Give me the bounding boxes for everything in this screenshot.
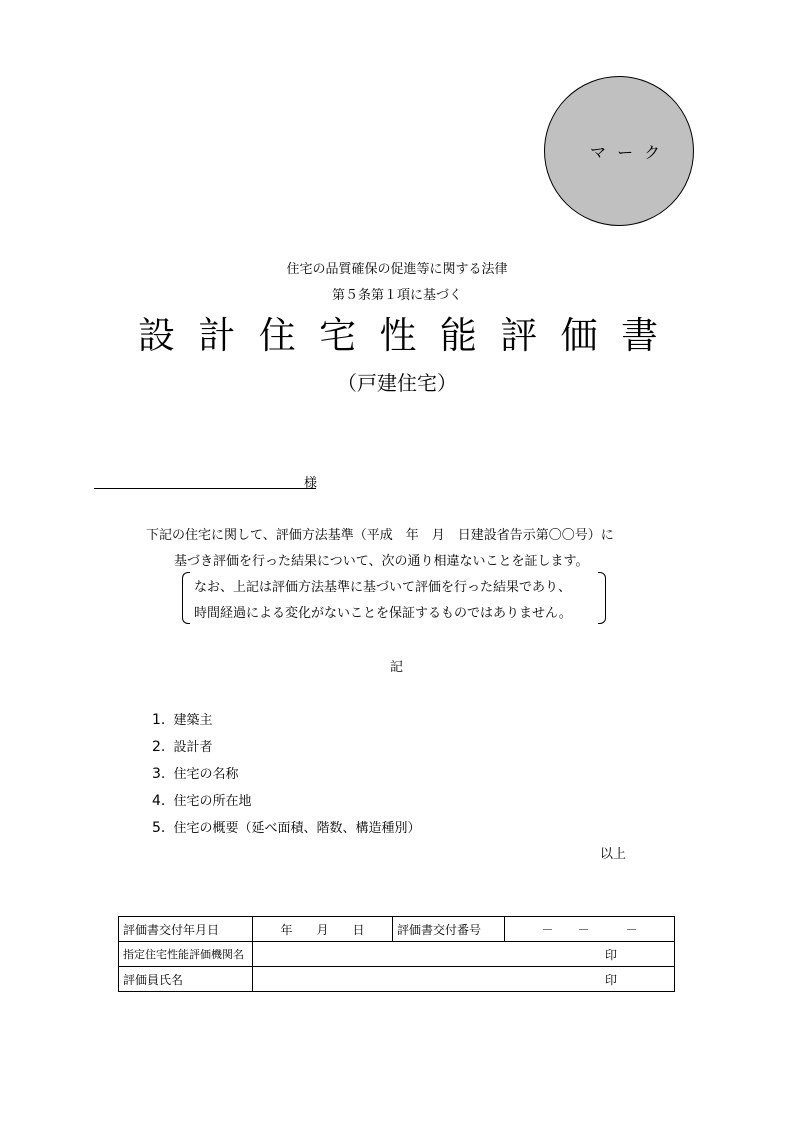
issuance-table xyxy=(118,916,675,992)
title-char: 設 xyxy=(138,314,175,357)
bracket-right xyxy=(598,572,606,624)
title-char: 宅 xyxy=(319,314,357,357)
mark-label: マ ー ク xyxy=(590,143,664,162)
item-number: 3. xyxy=(152,766,166,782)
note-line-2: 時間経過による変化がないことを保証するものではありません。 xyxy=(194,606,572,621)
title-char: 性 xyxy=(379,314,417,357)
agency-seal: 印 xyxy=(605,948,618,962)
agency-value[interactable] xyxy=(253,942,675,967)
issue-date-label: 評価書交付年月日 xyxy=(119,917,253,942)
bracket-left xyxy=(182,572,190,624)
document-title xyxy=(138,312,658,360)
title-char: 能 xyxy=(439,314,477,357)
addressee-honorific: 様 xyxy=(304,476,318,491)
body-line-1: 下記の住宅に関して、評価方法基準（平成 年 月 日建設省告示第〇〇号）に xyxy=(146,528,614,543)
table-row xyxy=(119,917,675,942)
addressee-line xyxy=(94,488,316,489)
item-number: 2. xyxy=(152,739,166,755)
list-item xyxy=(152,817,421,836)
item-number: 1. xyxy=(152,712,166,728)
note-line-1: なお、上記は評価方法基準に基づいて評価を行った結果であり、 xyxy=(194,580,572,595)
list-item xyxy=(152,790,252,809)
agency-label: 指定住宅性能評価機関名 xyxy=(119,942,253,967)
title-char: 価 xyxy=(560,314,598,357)
list-item xyxy=(152,736,213,755)
item-number: 4. xyxy=(152,793,166,809)
table-row xyxy=(119,942,675,967)
table-row xyxy=(119,967,675,992)
title-char: 住 xyxy=(258,314,296,357)
title-char: 書 xyxy=(621,314,658,357)
item-label: 住宅の所在地 xyxy=(173,794,252,809)
issue-number-label: 評価書交付番号 xyxy=(393,917,505,942)
item-label: 建築主 xyxy=(173,713,213,728)
body-line-2: 基づき評価を行った結果について、次の通り相違ないことを証します。 xyxy=(174,554,589,569)
item-label: 設計者 xyxy=(173,740,213,755)
issue-number-value[interactable]: － － － xyxy=(505,917,675,942)
evaluator-label: 評価員氏名 xyxy=(119,967,253,992)
item-label: 住宅の概要（延べ面積、階数、構造種別） xyxy=(173,821,421,836)
closing-mark: 以上 xyxy=(600,847,627,862)
evaluator-value[interactable] xyxy=(253,967,675,992)
title-char: 評 xyxy=(500,314,538,357)
evaluator-seal: 印 xyxy=(605,973,618,987)
title-char: 計 xyxy=(198,314,236,357)
item-label: 住宅の名称 xyxy=(173,767,239,782)
law-line-1: 住宅の品質確保の促進等に関する法律 xyxy=(286,262,508,277)
ki-heading: 記 xyxy=(390,660,404,675)
law-line-2: 第５条第１項に基づく xyxy=(331,288,462,303)
list-item xyxy=(152,763,239,782)
issue-date-value[interactable]: 年 月 日 xyxy=(253,917,393,942)
list-item xyxy=(152,709,213,728)
document-subtitle: （戸建住宅） xyxy=(337,371,457,395)
item-number: 5. xyxy=(152,820,166,836)
